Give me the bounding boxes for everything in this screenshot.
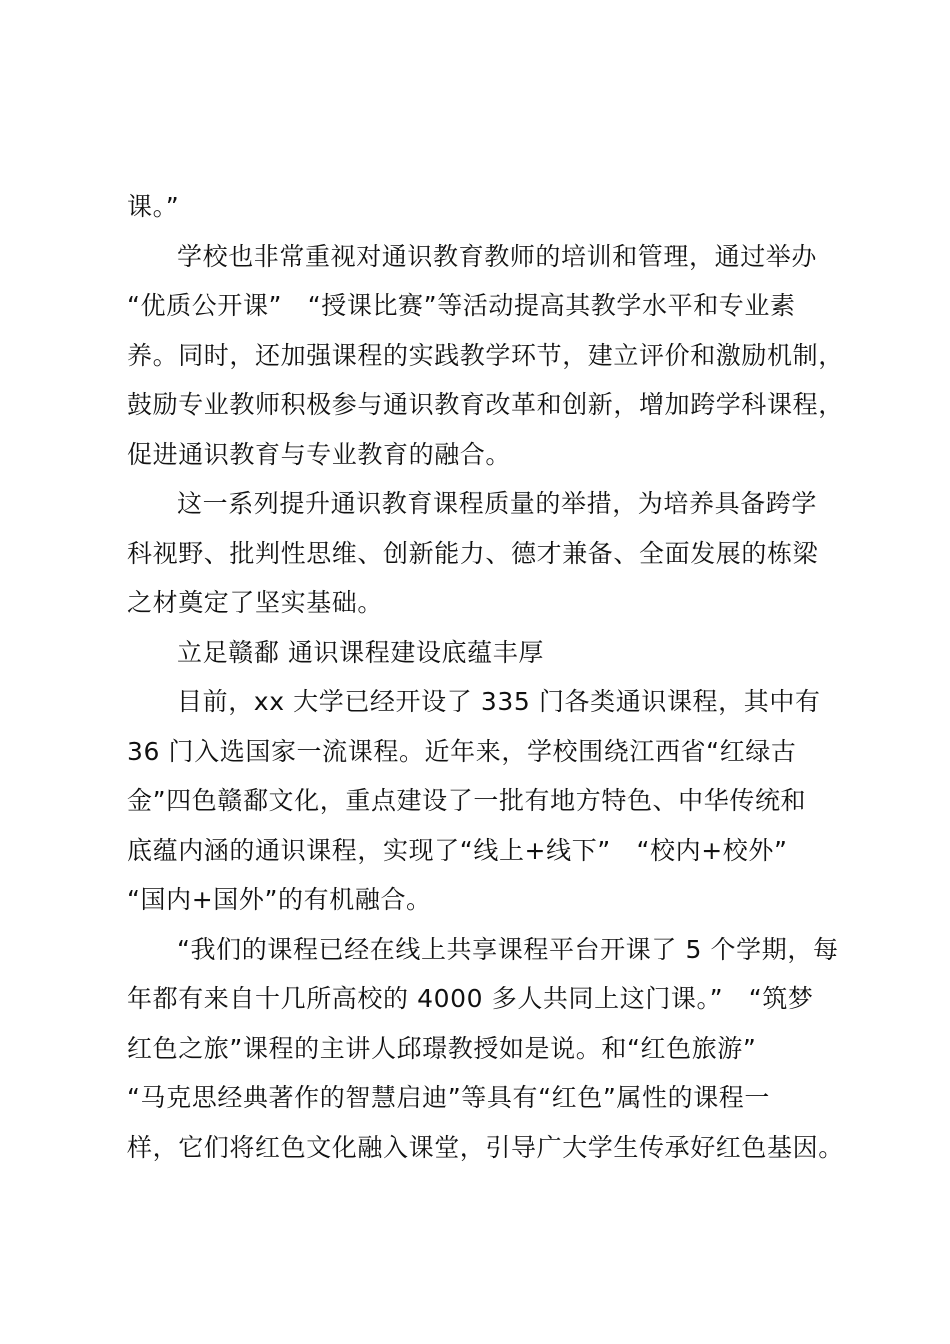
text-line: 目前，xx 大学已经开设了 335 门各类通识课程，其中有 <box>177 687 821 716</box>
text-line: 样，它们将红色文化融入课堂，引导广大学生传承好红色基因。 <box>127 1132 844 1162</box>
text-line: “我们的课程已经在线上共享课程平台开课了 5 个学期，每 <box>177 934 839 964</box>
text-line: 课。” <box>127 192 180 221</box>
article-body <box>127 182 844 1172</box>
text-line: 养。同时，还加强课程的实践教学环节，建立评价和激励机制， <box>127 340 844 370</box>
text-line: 36 门入选国家一流课程。近年来，学校围绕江西省“红绿古 <box>127 736 797 766</box>
text-line: 底蕴内涵的通识课程，实现了“线上+线下” “校内+校外” <box>127 835 788 865</box>
text-line: “马克思经典著作的智慧启迪”等具有“红色”属性的课程一 <box>127 1083 771 1112</box>
text-line: 红色之旅”课程的主讲人邱璟教授如是说。和“红色旅游” <box>127 1033 757 1063</box>
text-line: 这一系列提升通识教育课程质量的举措，为培养具备跨学 <box>177 489 818 518</box>
text-line: 金”四色赣鄱文化，重点建设了一批有地方特色、中华传统和 <box>127 786 807 815</box>
text-line: 年都有来自十几所高校的 4000 多人共同上这门课。” “筑梦 <box>127 984 814 1013</box>
text-line: 之材奠定了坚实基础。 <box>127 588 384 617</box>
section-heading: 立足赣鄱 通识课程建设底蕴丰厚 <box>177 637 544 667</box>
text-line: “优质公开课” “授课比赛”等活动提高其教学水平和专业素 <box>127 291 796 320</box>
text-line: “国内+国外”的有机融合。 <box>127 885 432 914</box>
text-line: 学校也非常重视对通识教育教师的培训和管理，通过举办 <box>177 241 818 271</box>
text-line: 促进通识教育与专业教育的融合。 <box>127 439 512 469</box>
text-line: 科视野、批判性思维、创新能力、德才兼备、全面发展的栋梁 <box>127 538 819 568</box>
text-line: 鼓励专业教师积极参与通识教育改革和创新，增加跨学科课程， <box>127 390 844 419</box>
